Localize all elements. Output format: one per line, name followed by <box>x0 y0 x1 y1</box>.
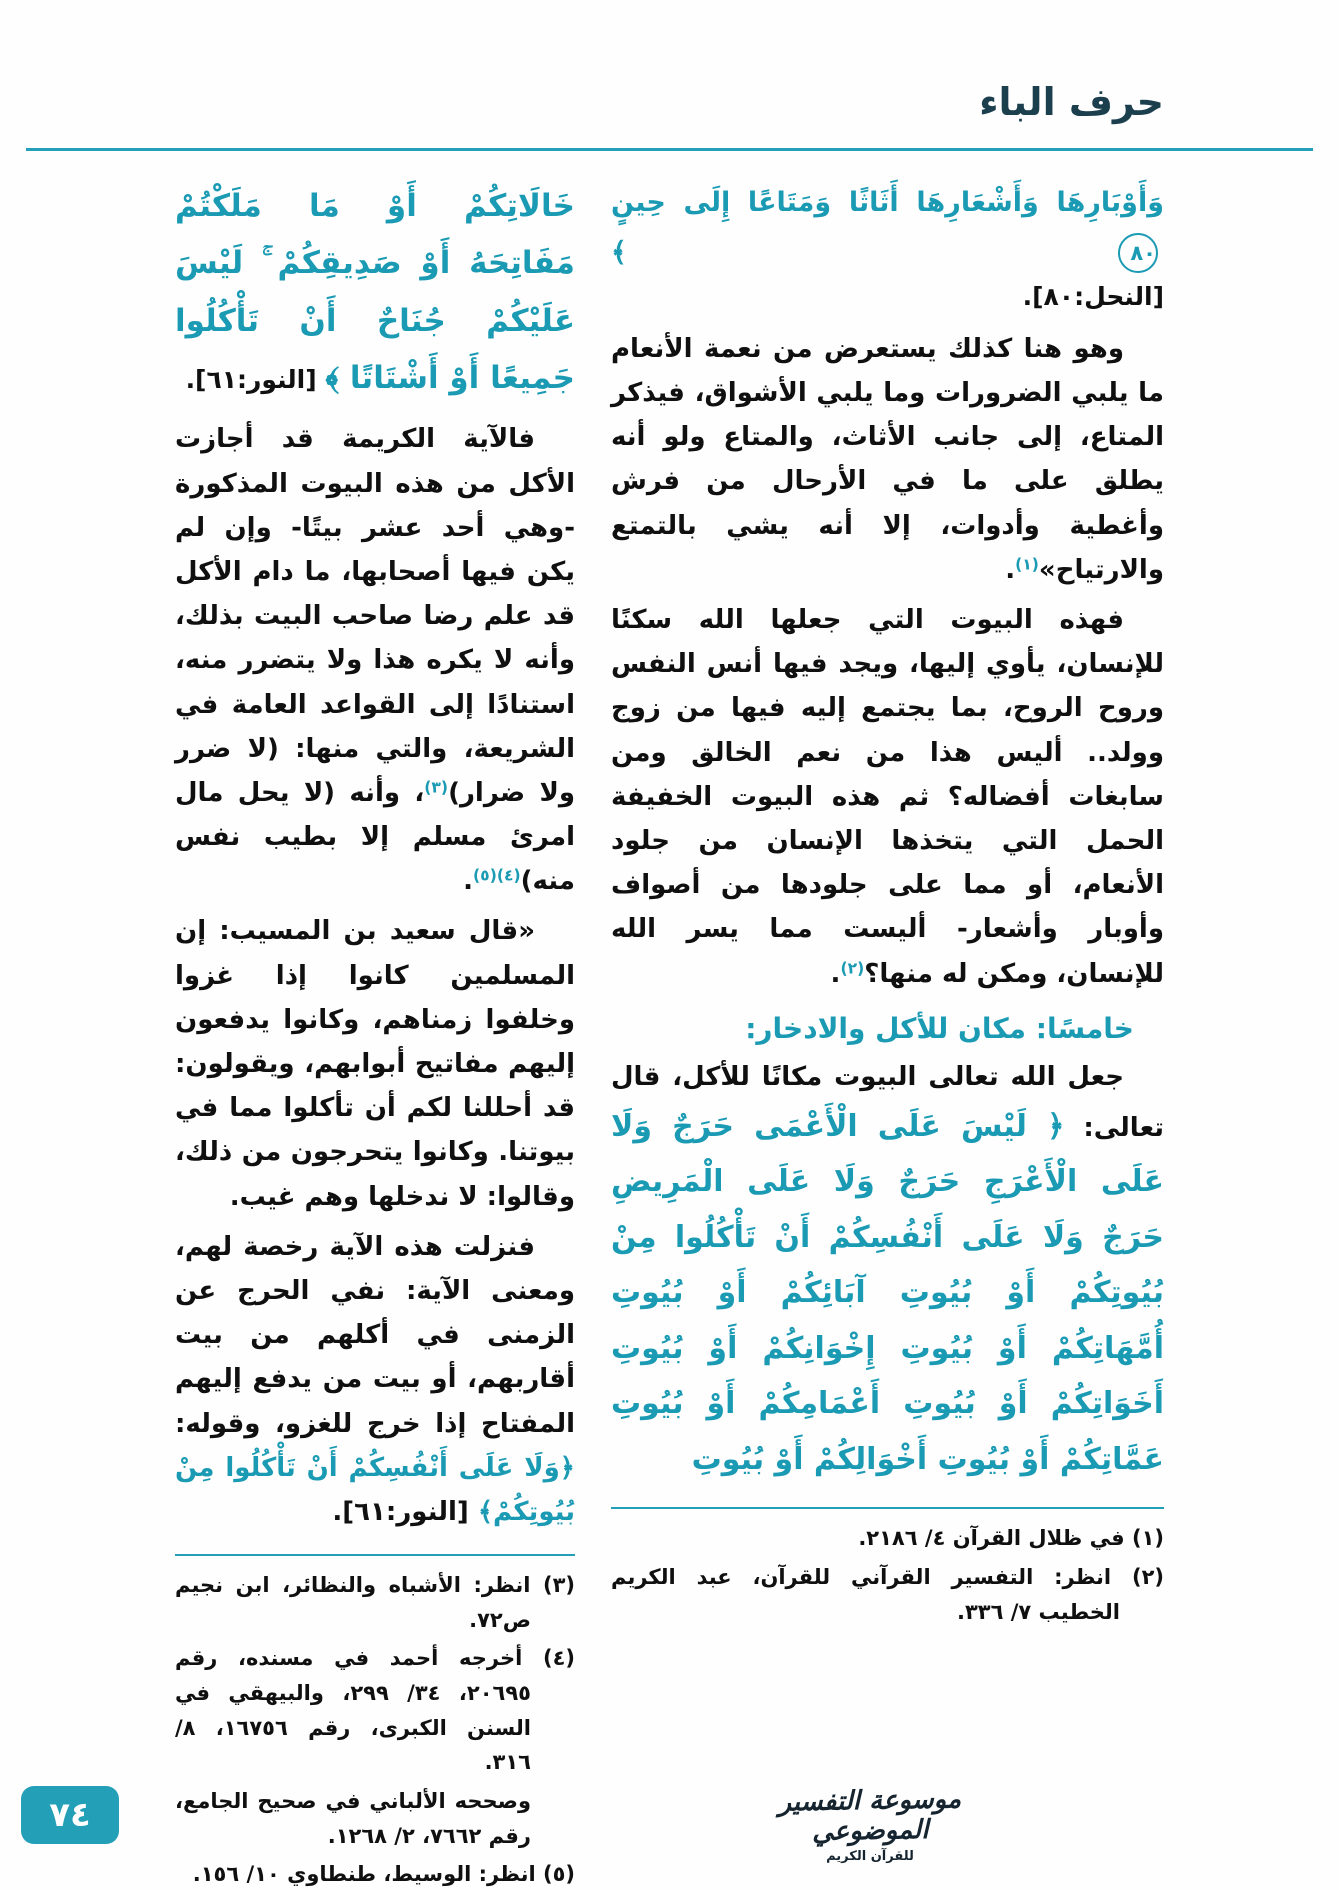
quran-verse-nahl-80 <box>611 178 1164 278</box>
paragraph: فهذه البيوت التي جعلها الله سكنًا للإنسان، يأوي إليها، ويجد فيها أنس النفس وروح الروح، بما يجتمع إليه فيها من زوج وولد.. أليس هذا من نعم الخالق ومن سابغات أفضاله؟ ثم هذه البيوت الخفيفة الحمل التي يتخذها الإنسان من جلود الأنعام، أو مما على جلودها من أصواف وأوبار وأشعار- أليست مما يسر الله للإنسان، ومكن له منها؟$^{(٢)}$. <box>611 605 1164 989</box>
publisher-logo-subtitle: للقرآن الكريم <box>826 1849 914 1864</box>
paragraph-with-quran-verse: فنزلت هذه الآية رخصة لهم، ومعنى الآية: نفي الحرج عن الزمنى في أكلهم من بيت أقاربهم، أو بيت من يدفع إليهم المفتاح إذا خرج للغزو، وقوله: ﴿وَلَا عَلَى أَنْفُسِكُمْ أَنْ تَأْكُلُوا مِنْ بُيُوتِكُمْ﴾ [النور:٦١]. <box>175 1231 575 1527</box>
header-rule <box>26 148 1313 151</box>
paragraph-with-quran-verse: جعل الله تعالى البيوت مكانًا للأكل، قال تعالى: ﴿ لَيْسَ عَلَى الْأَعْمَى حَرَجٌ وَلَا عَلَى الْأَعْرَجِ حَرَجٌ وَلَا عَلَى الْمَرِيضِ حَرَجٌ وَلَا عَلَى أَنْفُسِكُمْ أَنْ تَأْكُلُوا مِنْ بُيُوتِكُمْ أَوْ بُيُوتِ آبَائِكُمْ أَوْ بُيُوتِ أُمَّهَاتِكُمْ أَوْ بُيُوتِ إِخْوَانِكُمْ أَوْ بُيُوتِ أَخَوَاتِكُمْ أَوْ بُيُوتِ أَعْمَامِكُمْ أَوْ بُيُوتِ عَمَّاتِكُمْ أَوْ بُيُوتِ أَخْوَالِكُمْ أَوْ بُيُوتِ <box>611 1061 1165 1477</box>
publisher-logo <box>745 1786 995 1864</box>
page-number-badge <box>21 1786 119 1844</box>
column-left <box>175 178 575 1890</box>
content-columns <box>175 178 1164 1890</box>
chapter-title: حرف الباء <box>979 80 1164 124</box>
paragraph: «قال سعيد بن المسيب: إن المسلمين كانوا إذا غزوا وخلفوا زمناهم، وكانوا يدفعون إليهم مفاتيح أبوابهم، ويقولون: قد أحللنا لكم أن تأكلوا مما في بيوتنا. وكانوا يتحرجون من ذلك، وقالوا: لا ندخلها وهم غيب. <box>175 916 575 1212</box>
verse-reference-nahl: [النحل:٨٠]. <box>1022 281 1164 311</box>
footnote: (١) في ظلال القرآن ٤/ ٢١٨٦. <box>858 1526 1164 1551</box>
column-right <box>611 178 1164 1890</box>
footnote-continuation: وصححه الألباني في صحيح الجامع، رقم ٧٦٦٢، ٢/ ١٢٦٨. <box>175 1788 531 1848</box>
publisher-logo-title: موسوعة التفسير الموضوعي <box>778 1784 962 1848</box>
footnote: (٢) انظر: التفسير القرآني للقرآن، عبد الكريم الخطيب ٧/ ٣٣٦. <box>611 1565 1164 1624</box>
ayah-number-ornament: ٨٠ <box>1118 233 1158 273</box>
footnotes-right <box>611 1521 1164 1629</box>
verse-text: وَأَوْبَارِهَا وَأَشْعَارِهَا أَثَاثًا وَمَتَاعًا إِلَى حِينٍ <box>611 187 1164 218</box>
footnote: (٣) انظر: الأشباه والنظائر، ابن نجيم ص٧٢. <box>175 1573 575 1632</box>
footnote: (٥) انظر: الوسيط، طنطاوي ١٠/ ١٥٦. <box>192 1862 575 1887</box>
page-number: ٧٤ <box>49 1795 91 1835</box>
section-heading-fifth: خامسًا: مكان للأكل والادخار: <box>745 1011 1134 1045</box>
quran-verse-nur-61: خَالَاتِكُمْ أَوْ مَا مَلَكْتُمْ مَفَاتِحَهُ أَوْ صَدِيقِكُمْ ۚ لَيْسَ عَلَيْكُمْ جُنَاحٌ أَنْ تَأْكُلُوا جَمِيعًا أَوْ أَشْتَاتًا ﴾ [النور:٦١]. <box>175 188 575 397</box>
footnotes-left <box>175 1568 575 1890</box>
paragraph: فالآية الكريمة قد أجازت الأكل من هذه البيوت المذكورة -وهي أحد عشر بيتًا- وإن لم يكن فيها أصحابها، ما دام الأكل قد علم رضا صاحب البيت بذلك، وأنه لا يكره هذا ولا يتضرر منه، استنادًا إلى القواعد العامة في الشريعة، والتي منها: (لا ضرر ولا ضرار)$^{(٣)}$، وأنه (لا يحل مال امرئ مسلم إلا بطيب نفس منه)$^{(٤)(٥)}$. <box>175 424 575 897</box>
footnote: (٤) أخرجه أحمد في مسنده، رقم ٢٠٦٩٥، ٣٤/ ٢٩٩، والبيهقي في السنن الكبرى، رقم ١٦٧٥٦، ٨/ ٣١٦. <box>175 1646 575 1775</box>
page-header <box>979 80 1164 124</box>
paragraph: وهو هنا كذلك يستعرض من نعمة الأنعام ما يلبي الضرورات وما يلبي الأشواق، فيذكر المتاع، إلى جانب الأثاث، والمتاع ولو أنه يطلق على ما في الأرحال من فرش وأغطية وأدوات، إلا أنه يشي بالتمتع والارتياح»$^{(١)}$. <box>611 333 1164 585</box>
verse-close-ornament-icon: ﴾ <box>611 236 627 268</box>
footnote-separator <box>611 1507 1164 1509</box>
footnote-separator <box>175 1554 575 1556</box>
